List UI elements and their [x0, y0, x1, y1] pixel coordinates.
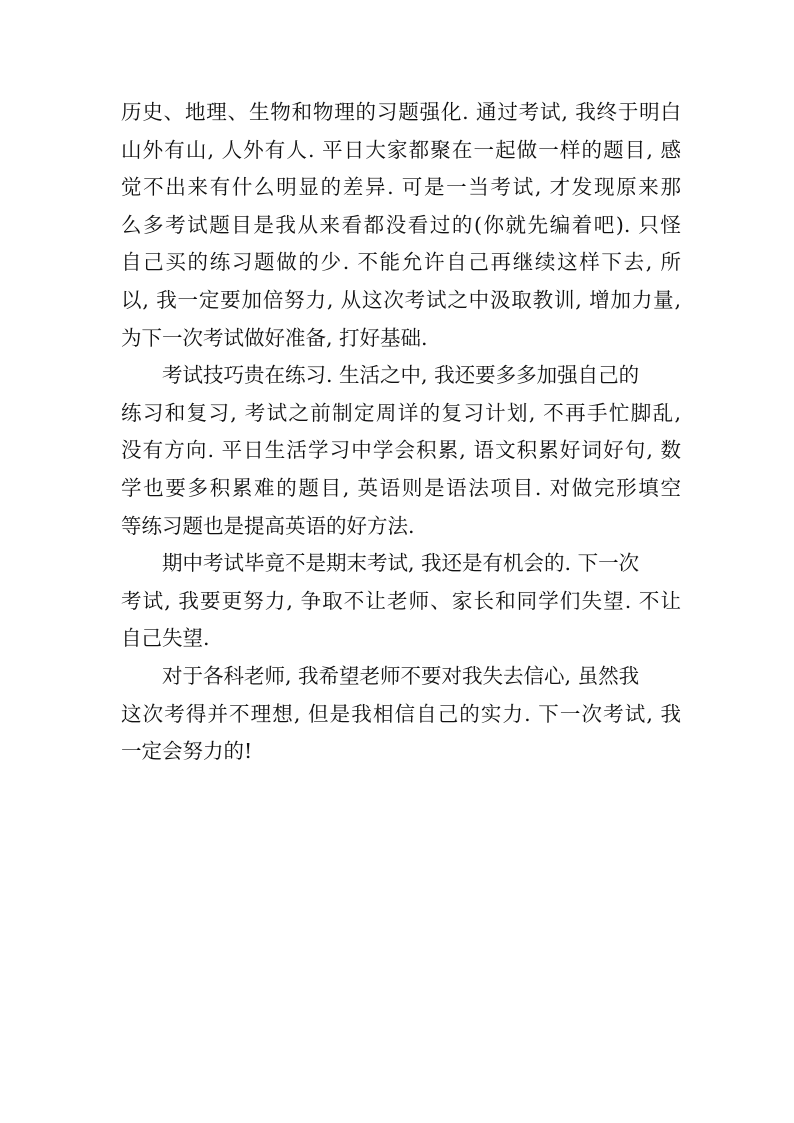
text-line: 对于各科老师, 我希望老师不要对我失去信心, 虽然我 [162, 663, 640, 688]
text-line: 以, 我一定要加倍努力, 从这次考试之中汲取教训, 增加力量, [121, 287, 681, 312]
text-line: 学也要多积累难的题目, 英语则是语法项目. 对做完形填空 [121, 475, 681, 500]
paragraph-1 [121, 94, 681, 357]
text-line: 练习和复习, 考试之前制定周详的复习计划, 不再手忙脚乱, [121, 400, 681, 425]
text-line: 这次考得并不理想, 但是我相信自己的实力. 下一次考试, 我 [121, 701, 681, 726]
document-body [121, 94, 681, 771]
paragraph-4 [121, 658, 681, 771]
text-line: 一定会努力的! [121, 739, 253, 764]
text-line: 考试技巧贵在练习. 生活之中, 我还要多多加强自己的 [162, 363, 640, 388]
text-line: 么多考试题目是我从来看都没看过的(你就先编着吧). 只怪 [121, 212, 681, 237]
text-line: 自己买的练习题做的少. 不能允许自己再继续这样下去, 所 [121, 250, 681, 275]
text-line: 觉不出来有什么明显的差异. 可是一当考试, 才发现原来那 [121, 175, 681, 200]
text-line: 历史、地理、生物和物理的习题强化. 通过考试, 我终于明白 [121, 100, 681, 124]
text-line: 自己失望. [121, 626, 210, 651]
paragraph-2 [121, 357, 681, 545]
text-line: 等练习题也是提高英语的好方法. [121, 513, 415, 538]
text-line: 期中考试毕竟不是期末考试, 我还是有机会的. 下一次 [162, 551, 640, 576]
text-line: 考试, 我要更努力, 争取不让老师、家长和同学们失望. 不让 [121, 588, 681, 613]
text-line: 山外有山, 人外有人. 平日大家都聚在一起做一样的题目, 感 [121, 137, 681, 162]
paragraph-3 [121, 545, 681, 658]
text-line: 没有方向. 平日生活学习中学会积累, 语文积累好词好句, 数 [121, 438, 681, 463]
text-line: 为下一次考试做好准备, 打好基础. [121, 325, 428, 350]
